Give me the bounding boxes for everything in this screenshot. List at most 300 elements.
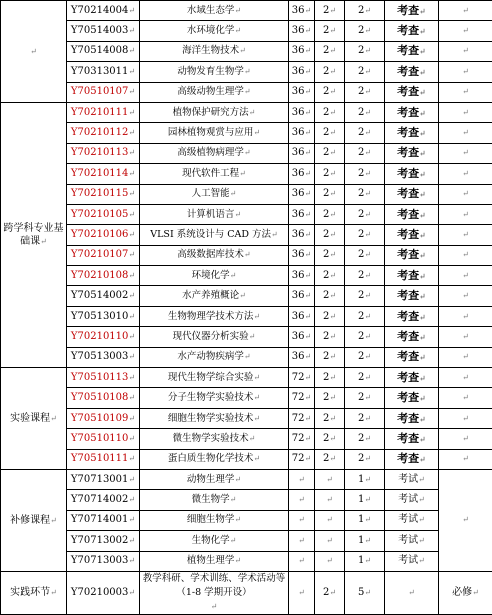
- course-credits: 2↵: [315, 225, 345, 245]
- paragraph-mark: ↵: [128, 495, 135, 504]
- course-hours: 36↵: [289, 225, 315, 245]
- course-semester: 2↵: [345, 429, 385, 449]
- paragraph-mark: ↵: [418, 515, 425, 524]
- paragraph-mark: ↵: [128, 210, 135, 219]
- course-row: [1, 347, 492, 367]
- course-assessment: 考查↵: [385, 164, 439, 184]
- paragraph-mark: ↵: [462, 454, 469, 463]
- course-semester: 2↵: [345, 184, 385, 204]
- course-name: 现代生物学综合实验↵: [140, 368, 289, 388]
- paragraph-mark: ↵: [128, 67, 135, 76]
- paragraph-mark: ↵: [329, 46, 336, 55]
- course-credits: 2↵: [315, 306, 345, 326]
- paragraph-mark: ↵: [128, 332, 135, 341]
- remark-cell: [439, 82, 492, 102]
- paragraph-mark: ↵: [329, 67, 336, 76]
- paragraph-mark: ↵: [419, 210, 426, 220]
- course-assessment: 考查↵: [385, 123, 439, 143]
- paragraph-mark: ↵: [364, 515, 371, 524]
- paragraph-mark: ↵: [462, 189, 469, 198]
- course-credits: 2↵: [315, 286, 345, 306]
- course-semester: 2↵: [345, 1, 385, 21]
- paragraph-mark: ↵: [234, 6, 241, 15]
- course-hours: 36↵: [289, 327, 315, 347]
- course-credits: 2↵: [315, 204, 345, 224]
- paragraph-mark: ↵: [305, 210, 312, 219]
- paragraph-mark: ↵: [364, 475, 371, 484]
- course-hours: 36↵: [289, 347, 315, 367]
- paragraph-mark: ↵: [329, 454, 336, 463]
- course-name: 环境化学↵: [140, 266, 289, 286]
- paragraph-mark: ↵: [419, 87, 426, 97]
- paragraph-mark: ↵: [234, 475, 241, 484]
- course-credits: 2↵: [315, 368, 345, 388]
- course-row: [1, 266, 492, 286]
- paragraph-mark: ↵: [364, 588, 371, 597]
- remark-cell: [439, 429, 492, 449]
- course-semester: 1↵: [345, 469, 385, 489]
- practice-row: [1, 571, 492, 614]
- paragraph-mark: ↵: [128, 148, 135, 157]
- paragraph-mark: ↵: [364, 312, 371, 321]
- paragraph-mark: ↵: [305, 352, 312, 361]
- course-name: 细胞生物学实验技术↵: [140, 408, 289, 428]
- practice-name-line2: （1-8 学期开设）: [140, 586, 288, 600]
- course-name: 植物生理学↵: [140, 551, 289, 571]
- course-credits: 2↵: [315, 62, 345, 82]
- course-semester: 2↵: [345, 347, 385, 367]
- course-assessment: 考试↵: [385, 531, 439, 551]
- paragraph-mark: ↵: [305, 148, 312, 157]
- course-hours: 36↵: [289, 266, 315, 286]
- paragraph-mark: ↵: [271, 230, 278, 239]
- paragraph-mark: ↵: [326, 495, 333, 504]
- course-assessment: 考试↵: [385, 490, 439, 510]
- course-row: [1, 286, 492, 306]
- course-code: Y70714002↵: [67, 490, 140, 510]
- paragraph-mark: ↵: [326, 475, 333, 484]
- paragraph-mark: ↵: [419, 373, 426, 383]
- course-name: VLSI 系统设计与 CAD 方法↵: [140, 225, 289, 245]
- course-row: [1, 21, 492, 41]
- paragraph-mark: ↵: [329, 87, 336, 96]
- course-name: 水产养殖概论↵: [140, 286, 289, 306]
- paragraph-mark: ↵: [128, 230, 135, 239]
- remark-cell: [439, 184, 492, 204]
- course-semester: 1↵: [345, 490, 385, 510]
- course-row: [1, 41, 492, 61]
- course-code: Y70513010↵: [67, 306, 140, 326]
- paragraph-mark: ↵: [329, 108, 336, 117]
- course-row: [1, 510, 492, 530]
- paragraph-mark: ↵: [364, 128, 371, 137]
- paragraph-mark: ↵: [128, 454, 135, 463]
- paragraph-mark: ↵: [364, 414, 371, 423]
- remark-cell: [439, 245, 492, 265]
- paragraph-mark: ↵: [408, 588, 415, 597]
- paragraph-mark: ↵: [234, 210, 241, 219]
- paragraph-mark: ↵: [462, 332, 469, 341]
- paragraph-mark: ↵: [329, 250, 336, 259]
- course-code: Y70713001↵: [67, 469, 140, 489]
- paragraph-mark: ↵: [230, 189, 237, 198]
- paragraph-mark: ↵: [462, 6, 469, 15]
- paragraph-mark: ↵: [298, 475, 305, 484]
- paragraph-mark: ↵: [329, 26, 336, 35]
- course-row: [1, 469, 492, 489]
- course-name: 细胞生物学↵: [140, 510, 289, 530]
- course-name: 园林植物观赏与应用↵: [140, 123, 289, 143]
- course-row: [1, 306, 492, 326]
- course-code: Y70510111↵: [67, 449, 140, 469]
- course-semester: 1↵: [345, 531, 385, 551]
- course-row: [1, 429, 492, 449]
- course-semester: 2↵: [345, 286, 385, 306]
- course-hours: [289, 510, 315, 530]
- course-code: Y70510108↵: [67, 388, 140, 408]
- paragraph-mark: ↵: [329, 128, 336, 137]
- paragraph-mark: ↵: [329, 373, 336, 382]
- paragraph-mark: ↵: [128, 271, 135, 280]
- paragraph-mark: ↵: [244, 352, 251, 361]
- course-assessment: 考查↵: [385, 184, 439, 204]
- course-name: 水产动物疾病学↵: [140, 347, 289, 367]
- paragraph-mark: ↵: [462, 128, 469, 137]
- course-row: [1, 102, 492, 122]
- course-semester: 2↵: [345, 327, 385, 347]
- remark-cell: [439, 143, 492, 163]
- paragraph-mark: ↵: [253, 128, 260, 137]
- paragraph-mark: ↵: [462, 67, 469, 76]
- paragraph-mark: ↵: [40, 237, 47, 246]
- paragraph-mark: ↵: [298, 536, 305, 545]
- paragraph-mark: ↵: [128, 87, 135, 96]
- course-row: [1, 490, 492, 510]
- paragraph-mark: ↵: [305, 312, 312, 321]
- remark-cell: [439, 469, 492, 571]
- paragraph-mark: ↵: [128, 6, 135, 15]
- paragraph-mark: ↵: [419, 250, 426, 260]
- course-name: 水域生态学↵: [140, 1, 289, 21]
- paragraph-mark: ↵: [230, 271, 237, 280]
- paragraph-mark: ↵: [462, 250, 469, 259]
- course-name: 高级植物病理学↵: [140, 143, 289, 163]
- course-credits: 2↵: [315, 164, 345, 184]
- course-name: 微生物学实验技术↵: [140, 429, 289, 449]
- paragraph-mark: ↵: [329, 434, 336, 443]
- paragraph-mark: ↵: [298, 515, 305, 524]
- paragraph-mark: ↵: [128, 169, 135, 178]
- course-code: Y70713002↵: [67, 531, 140, 551]
- paragraph-mark: ↵: [419, 393, 426, 403]
- paragraph-mark: ↵: [298, 556, 305, 565]
- course-row: [1, 204, 492, 224]
- course-row: [1, 388, 492, 408]
- paragraph-mark: ↵: [128, 414, 135, 423]
- paragraph-mark: ↵: [230, 536, 237, 545]
- course-hours: 36↵: [289, 123, 315, 143]
- paragraph-mark: ↵: [128, 46, 135, 55]
- course-row: [1, 327, 492, 347]
- course-name: 计算机语言↵: [140, 204, 289, 224]
- paragraph-mark: ↵: [305, 46, 312, 55]
- paragraph-mark: ↵: [30, 47, 37, 56]
- course-credits: [315, 531, 345, 551]
- course-assessment: 考查↵: [385, 143, 439, 163]
- course-assessment: 考查↵: [385, 102, 439, 122]
- course-hours: [289, 490, 315, 510]
- paragraph-mark: ↵: [419, 26, 426, 36]
- course-assessment: 考查↵: [385, 306, 439, 326]
- remark-cell: [439, 347, 492, 367]
- course-code: Y70313011↵: [67, 62, 140, 82]
- paragraph-mark: ↵: [329, 312, 336, 321]
- course-hours: 36↵: [289, 62, 315, 82]
- course-credits: 2↵: [315, 388, 345, 408]
- paragraph-mark: ↵: [305, 189, 312, 198]
- course-hours: 36↵: [289, 306, 315, 326]
- paragraph-mark: ↵: [419, 332, 426, 342]
- paragraph-mark: ↵: [329, 210, 336, 219]
- paragraph-mark: ↵: [305, 291, 312, 300]
- paragraph-mark: ↵: [419, 454, 426, 464]
- paragraph-mark: ↵: [305, 373, 312, 382]
- course-code: Y70713003↵: [67, 551, 140, 571]
- paragraph-mark: ↵: [128, 26, 135, 35]
- course-credits: 2↵: [315, 449, 345, 469]
- paragraph-mark: ↵: [305, 454, 312, 463]
- remark-cell: [439, 21, 492, 41]
- paragraph-mark: ↵: [462, 46, 469, 55]
- course-row: [1, 531, 492, 551]
- paragraph-mark: ↵: [462, 87, 469, 96]
- paragraph-mark: ↵: [128, 108, 135, 117]
- paragraph-mark: ↵: [364, 332, 371, 341]
- paragraph-mark: ↵: [329, 588, 336, 597]
- course-hours: 36↵: [289, 184, 315, 204]
- course-name: 生物物理学技术方法↵: [140, 306, 289, 326]
- paragraph-mark: ↵: [418, 495, 425, 504]
- course-hours: [289, 531, 315, 551]
- remark-cell: [439, 164, 492, 184]
- paragraph-mark: ↵: [462, 230, 469, 239]
- course-assessment: 考试↵: [385, 551, 439, 571]
- course-hours: 72↵: [289, 449, 315, 469]
- course-code: Y70210113↵: [67, 143, 140, 163]
- course-name: 生物化学↵: [140, 531, 289, 551]
- paragraph-mark: ↵: [364, 291, 371, 300]
- paragraph-mark: ↵: [234, 515, 241, 524]
- paragraph-mark: ↵: [419, 291, 426, 301]
- paragraph-mark: ↵: [419, 352, 426, 362]
- paragraph-mark: ↵: [419, 67, 426, 77]
- course-hours: 36↵: [289, 82, 315, 102]
- paragraph-mark: ↵: [244, 148, 251, 157]
- paragraph-mark: ↵: [305, 169, 312, 178]
- paragraph-mark: ↵: [305, 26, 312, 35]
- paragraph-mark: ↵: [305, 271, 312, 280]
- paragraph-mark: ↵: [305, 434, 312, 443]
- practice-name-line1: 教学科研、学术训练、学术活动等: [140, 572, 288, 586]
- course-assessment: 考查↵: [385, 429, 439, 449]
- course-semester: 2↵: [345, 408, 385, 428]
- course-semester: 2↵: [345, 225, 385, 245]
- course-semester: 2↵: [345, 368, 385, 388]
- course-semester: 2↵: [345, 388, 385, 408]
- course-row: [1, 245, 492, 265]
- course-name: 现代仪器分析实验↵: [140, 327, 289, 347]
- course-row: [1, 368, 492, 388]
- course-name: 人工智能↵: [140, 184, 289, 204]
- paragraph-mark: ↵: [128, 475, 135, 484]
- paragraph-mark: ↵: [128, 393, 135, 402]
- course-assessment: 考试↵: [385, 469, 439, 489]
- course-row: [1, 82, 492, 102]
- paragraph-mark: ↵: [128, 515, 135, 524]
- remark-cell: [439, 225, 492, 245]
- course-name: [140, 571, 289, 614]
- paragraph-mark: ↵: [326, 536, 333, 545]
- paragraph-mark: ↵: [364, 393, 371, 402]
- paragraph-mark: ↵: [462, 312, 469, 321]
- course-name: 蛋白质生物化学技术↵: [140, 449, 289, 469]
- course-assessment: 考查↵: [385, 388, 439, 408]
- remark-cell: [439, 388, 492, 408]
- category-cell: 补修课程↵: [1, 469, 67, 571]
- paragraph-mark: ↵: [305, 87, 312, 96]
- course-hours: 72↵: [289, 429, 315, 449]
- course-credits: 2↵: [315, 245, 345, 265]
- paragraph-mark: ↵: [462, 169, 469, 178]
- paragraph-mark: ↵: [239, 169, 246, 178]
- paragraph-mark: ↵: [462, 373, 469, 382]
- paragraph-mark: ↵: [128, 128, 135, 137]
- paragraph-mark: ↵: [239, 291, 246, 300]
- paragraph-mark: ↵: [305, 414, 312, 423]
- course-assessment: [385, 571, 439, 614]
- course-hours: [289, 469, 315, 489]
- paragraph-mark: ↵: [462, 434, 469, 443]
- course-hours: 36↵: [289, 102, 315, 122]
- course-semester: 2↵: [345, 102, 385, 122]
- course-credits: 2↵: [315, 184, 345, 204]
- paragraph-mark: ↵: [244, 67, 251, 76]
- paragraph-mark: ↵: [419, 414, 426, 424]
- paragraph-mark: ↵: [364, 434, 371, 443]
- course-credits: 2↵: [315, 41, 345, 61]
- paragraph-mark: ↵: [234, 26, 241, 35]
- course-assessment: 考查↵: [385, 266, 439, 286]
- paragraph-mark: ↵: [472, 588, 479, 597]
- course-row: [1, 225, 492, 245]
- course-assessment: 考查↵: [385, 41, 439, 61]
- course-row: [1, 408, 492, 428]
- paragraph-mark: ↵: [305, 250, 312, 259]
- paragraph-mark: ↵: [364, 6, 371, 15]
- course-code: Y70510113↵: [67, 368, 140, 388]
- paragraph-mark: ↵: [364, 67, 371, 76]
- category-cell: 跨学科专业基础课↵: [1, 102, 67, 367]
- paragraph-mark: ↵: [418, 475, 425, 484]
- paragraph-mark: ↵: [128, 434, 135, 443]
- course-credits: 2↵: [315, 1, 345, 21]
- paragraph-mark: ↵: [329, 414, 336, 423]
- paragraph-mark: ↵: [462, 108, 469, 117]
- course-hours: 36↵: [289, 21, 315, 41]
- paragraph-mark: ↵: [419, 434, 426, 444]
- course-code: Y70210110↵: [67, 327, 140, 347]
- course-credits: 2↵: [315, 571, 345, 614]
- paragraph-mark: ↵: [462, 148, 469, 157]
- course-credits: 2↵: [315, 327, 345, 347]
- paragraph-mark: ↵: [305, 230, 312, 239]
- course-row: [1, 184, 492, 204]
- paragraph-mark: ↵: [298, 588, 305, 597]
- remark-cell: [439, 368, 492, 388]
- course-code: Y70210105↵: [67, 204, 140, 224]
- remark-cell: [439, 123, 492, 143]
- paragraph-mark: ↵: [364, 352, 371, 361]
- paragraph-mark: ↵: [462, 210, 469, 219]
- course-semester: 2↵: [345, 21, 385, 41]
- course-code: Y70510109↵: [67, 408, 140, 428]
- course-semester: 2↵: [345, 266, 385, 286]
- course-row: [1, 62, 492, 82]
- paragraph-mark: ↵: [253, 454, 260, 463]
- paragraph-mark: ↵: [419, 128, 426, 138]
- paragraph-mark: ↵: [462, 515, 469, 524]
- course-semester: 2↵: [345, 164, 385, 184]
- course-semester: 1↵: [345, 510, 385, 530]
- paragraph-mark: ↵: [462, 352, 469, 361]
- course-hours: 36↵: [289, 204, 315, 224]
- paragraph-mark: ↵: [230, 495, 237, 504]
- paragraph-mark: ↵: [364, 230, 371, 239]
- paragraph-mark: ↵: [329, 332, 336, 341]
- course-credits: [315, 469, 345, 489]
- remark-cell: [439, 266, 492, 286]
- paragraph-mark: ↵: [364, 108, 371, 117]
- paragraph-mark: ↵: [462, 26, 469, 35]
- paragraph-mark: ↵: [249, 108, 256, 117]
- course-hours: 36↵: [289, 143, 315, 163]
- remark-cell: [439, 62, 492, 82]
- course-credits: 2↵: [315, 123, 345, 143]
- paragraph-mark: ↵: [462, 271, 469, 280]
- course-hours: 36↵: [289, 1, 315, 21]
- course-code: Y70210106↵: [67, 225, 140, 245]
- paragraph-mark: ↵: [364, 556, 371, 565]
- paragraph-mark: ↵: [50, 516, 57, 525]
- course-code: Y70514002↵: [67, 286, 140, 306]
- course-assessment: 考查↵: [385, 21, 439, 41]
- course-credits: [315, 510, 345, 530]
- paragraph-mark: ↵: [298, 495, 305, 504]
- course-assessment: 考查↵: [385, 368, 439, 388]
- course-credits: 2↵: [315, 102, 345, 122]
- course-semester: 2↵: [345, 123, 385, 143]
- paragraph-mark: ↵: [211, 602, 218, 611]
- course-name: 高级动物生理学↵: [140, 82, 289, 102]
- course-name: 植物保护研究方法↵: [140, 102, 289, 122]
- remark-cell: [439, 327, 492, 347]
- course-assessment: 考查↵: [385, 1, 439, 21]
- paragraph-mark: ↵: [329, 230, 336, 239]
- paragraph-mark: ↵: [305, 128, 312, 137]
- course-hours: 36↵: [289, 164, 315, 184]
- paragraph-mark: ↵: [253, 312, 260, 321]
- course-code: Y70210107↵: [67, 245, 140, 265]
